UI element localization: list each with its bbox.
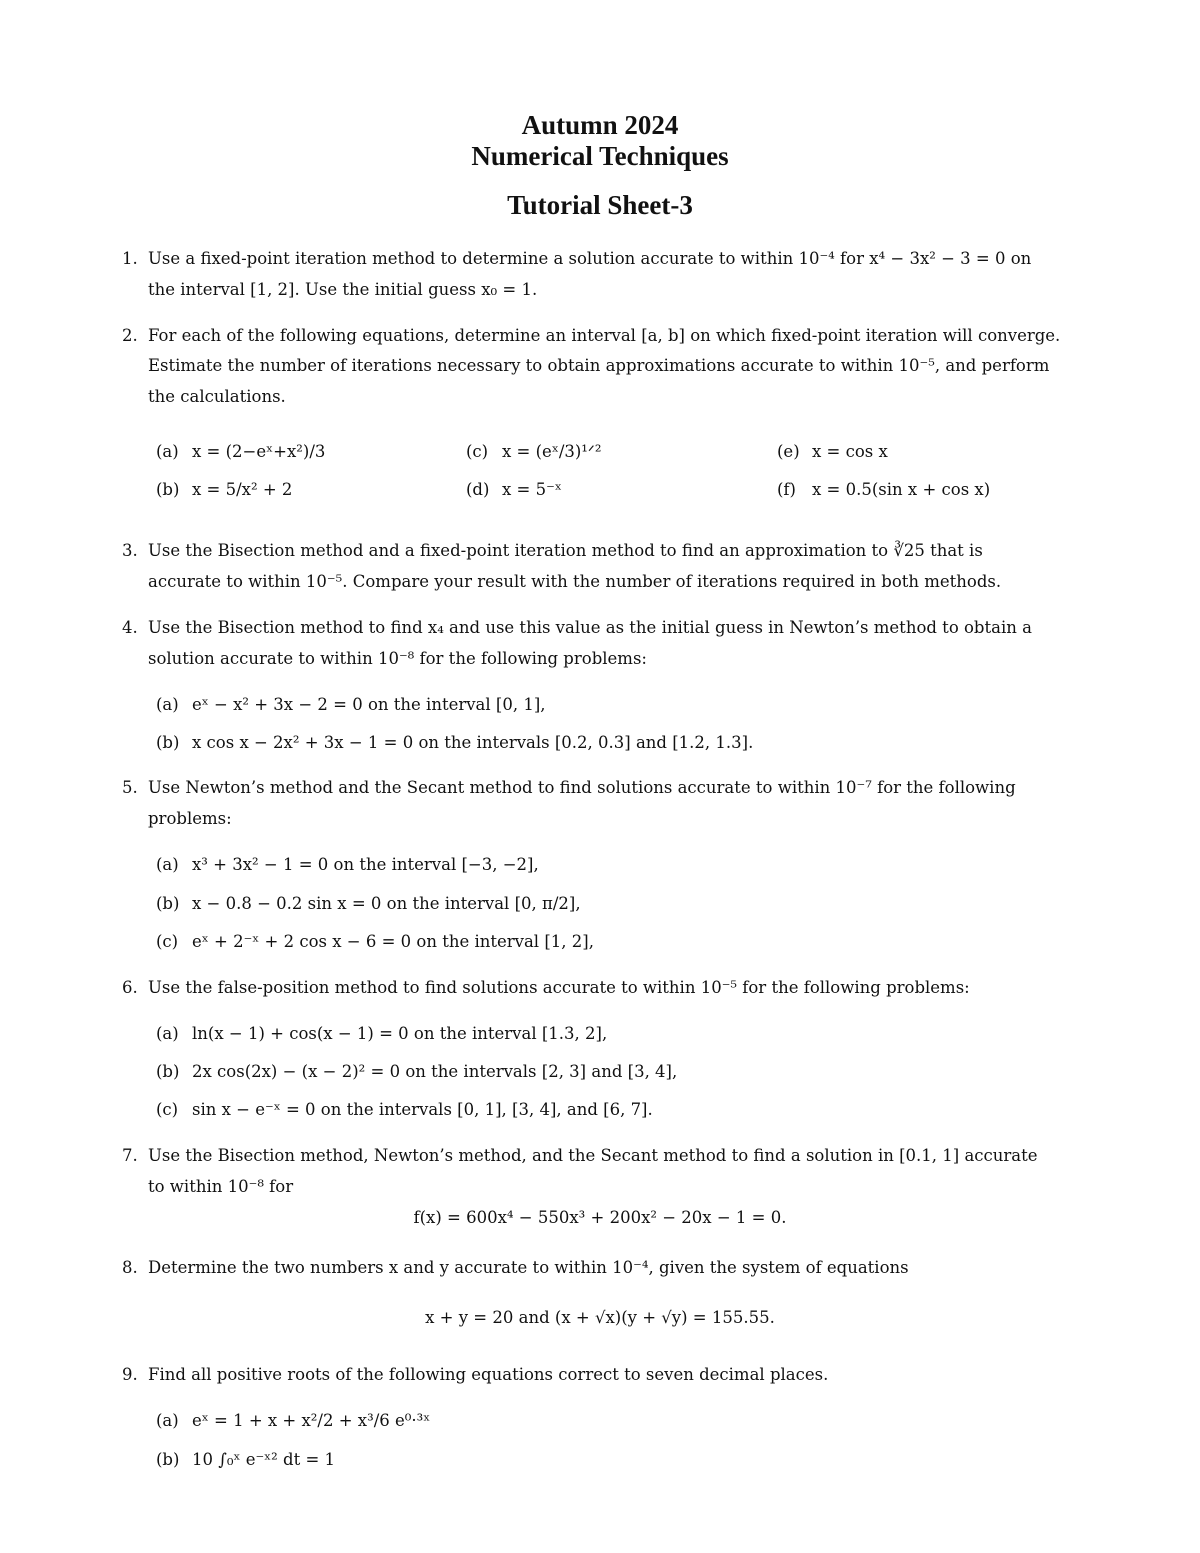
part-label: (d) <box>466 480 490 499</box>
problem-text-line: problems: <box>148 809 232 828</box>
problem-text-line: the interval [1, 2]. Use the initial guess x₀ = 1. <box>148 280 538 299</box>
part-label: (a) <box>156 1024 179 1043</box>
problem-text-line: accurate to within 10⁻⁵. Compare your result with the number of iterations required in both methods. <box>148 572 1002 591</box>
part-label: (a) <box>156 855 179 874</box>
problem-text-line: Estimate the number of iterations necessary to obtain approximations accurate to within 10⁻⁵, and perform <box>148 356 1050 375</box>
problem-text-line: solution accurate to within 10⁻⁸ for the following problems: <box>148 649 647 668</box>
part-label: (c) <box>466 442 489 461</box>
semester-title: Autumn 2024 <box>521 110 679 140</box>
problem-text-line: Find all positive roots of the following equations correct to seven decimal places. <box>148 1365 829 1384</box>
part-expression: x − 0.8 − 0.2 sin x = 0 on the interval [0, π/2], <box>192 894 581 913</box>
part-expression: x = 5⁻ˣ <box>502 480 562 499</box>
part-label: (c) <box>156 1100 179 1119</box>
course-title: Numerical Techniques <box>471 141 729 171</box>
part-expression: x cos x − 2x² + 3x − 1 = 0 on the intervals [0.2, 0.3] and [1.2, 1.3]. <box>192 733 754 752</box>
problem-text-line: the calculations. <box>148 387 286 406</box>
part-expression: x = 5/x² + 2 <box>192 480 293 499</box>
problem-number: 3. <box>122 541 138 560</box>
part-label: (b) <box>156 1450 180 1469</box>
part-label: (b) <box>156 480 180 499</box>
part-label: (b) <box>156 733 180 752</box>
problem-text-line: For each of the following equations, determine an interval [a, b] on which fixed-point iteration will converge. <box>148 326 1061 345</box>
part-label: (b) <box>156 894 180 913</box>
problem-text-line: Use Newton’s method and the Secant method to find solutions accurate to within 10⁻⁷ for the following <box>148 778 1016 797</box>
part-label: (c) <box>156 932 179 951</box>
part-expression: x = (2−eˣ+x²)/3 <box>192 442 326 461</box>
problem-number: 9. <box>122 1365 138 1384</box>
problem-number: 6. <box>122 978 138 997</box>
problem-number: 8. <box>122 1258 138 1277</box>
part-label: (a) <box>156 1411 179 1430</box>
part-expression: 10 ∫₀ˣ e⁻ˣ² dt = 1 <box>192 1450 336 1469</box>
part-expression: sin x − e⁻ˣ = 0 on the intervals [0, 1], [3, 4], and [6, 7]. <box>192 1100 653 1119</box>
display-equation: f(x) = 600x⁴ − 550x³ + 200x² − 20x − 1 = 0. <box>413 1208 787 1227</box>
part-label: (a) <box>156 442 179 461</box>
problem-text-line: Use the Bisection method to find x₄ and use this value as the initial guess in Newton’s method to obtain a <box>148 618 1032 637</box>
part-label: (e) <box>777 442 800 461</box>
part-expression: x³ + 3x² − 1 = 0 on the interval [−3, −2], <box>192 855 539 874</box>
problem-text-line: Use the Bisection method and a fixed-point iteration method to find an approximation to ∛25 that is <box>148 541 983 560</box>
problem-text-line: Use a fixed-point iteration method to determine a solution accurate to within 10⁻⁴ for x⁴ − 3x² − 3 = 0 on <box>148 249 1032 268</box>
part-label: (a) <box>156 695 179 714</box>
problem-text-line: Determine the two numbers x and y accurate to within 10⁻⁴, given the system of equations <box>148 1258 909 1277</box>
problem-number: 5. <box>122 778 138 797</box>
problem-text-line: Use the Bisection method, Newton’s method, and the Secant method to find a solution in [0.1, 1] accurate <box>148 1146 1038 1165</box>
part-expression: eˣ + 2⁻ˣ + 2 cos x − 6 = 0 on the interval [1, 2], <box>192 932 594 951</box>
part-expression: 2x cos(2x) − (x − 2)² = 0 on the intervals [2, 3] and [3, 4], <box>192 1062 678 1081</box>
part-label: (b) <box>156 1062 180 1081</box>
part-expression: x = cos x <box>812 442 888 461</box>
sheet-title: Tutorial Sheet-3 <box>507 190 693 220</box>
part-expression: x = (eˣ/3)¹ᐟ² <box>502 442 602 461</box>
problem-number: 1. <box>122 249 138 268</box>
problem-number: 4. <box>122 618 138 637</box>
display-equation: x + y = 20 and (x + √x)(y + √y) = 155.55. <box>425 1308 775 1327</box>
problem-text-line: Use the false-position method to find solutions accurate to within 10⁻⁵ for the following problems: <box>148 978 970 997</box>
part-expression: ln(x − 1) + cos(x − 1) = 0 on the interval [1.3, 2], <box>192 1024 608 1043</box>
part-label: (f) <box>777 480 796 499</box>
problem-number: 2. <box>122 326 138 345</box>
part-expression: eˣ − x² + 3x − 2 = 0 on the interval [0, 1], <box>192 695 546 714</box>
part-expression: eˣ = 1 + x + x²/2 + x³/6 e⁰·³ˣ <box>192 1411 431 1430</box>
problem-text-line: to within 10⁻⁸ for <box>148 1177 294 1196</box>
problem-number: 7. <box>122 1146 138 1165</box>
part-expression: x = 0.5(sin x + cos x) <box>812 480 991 499</box>
